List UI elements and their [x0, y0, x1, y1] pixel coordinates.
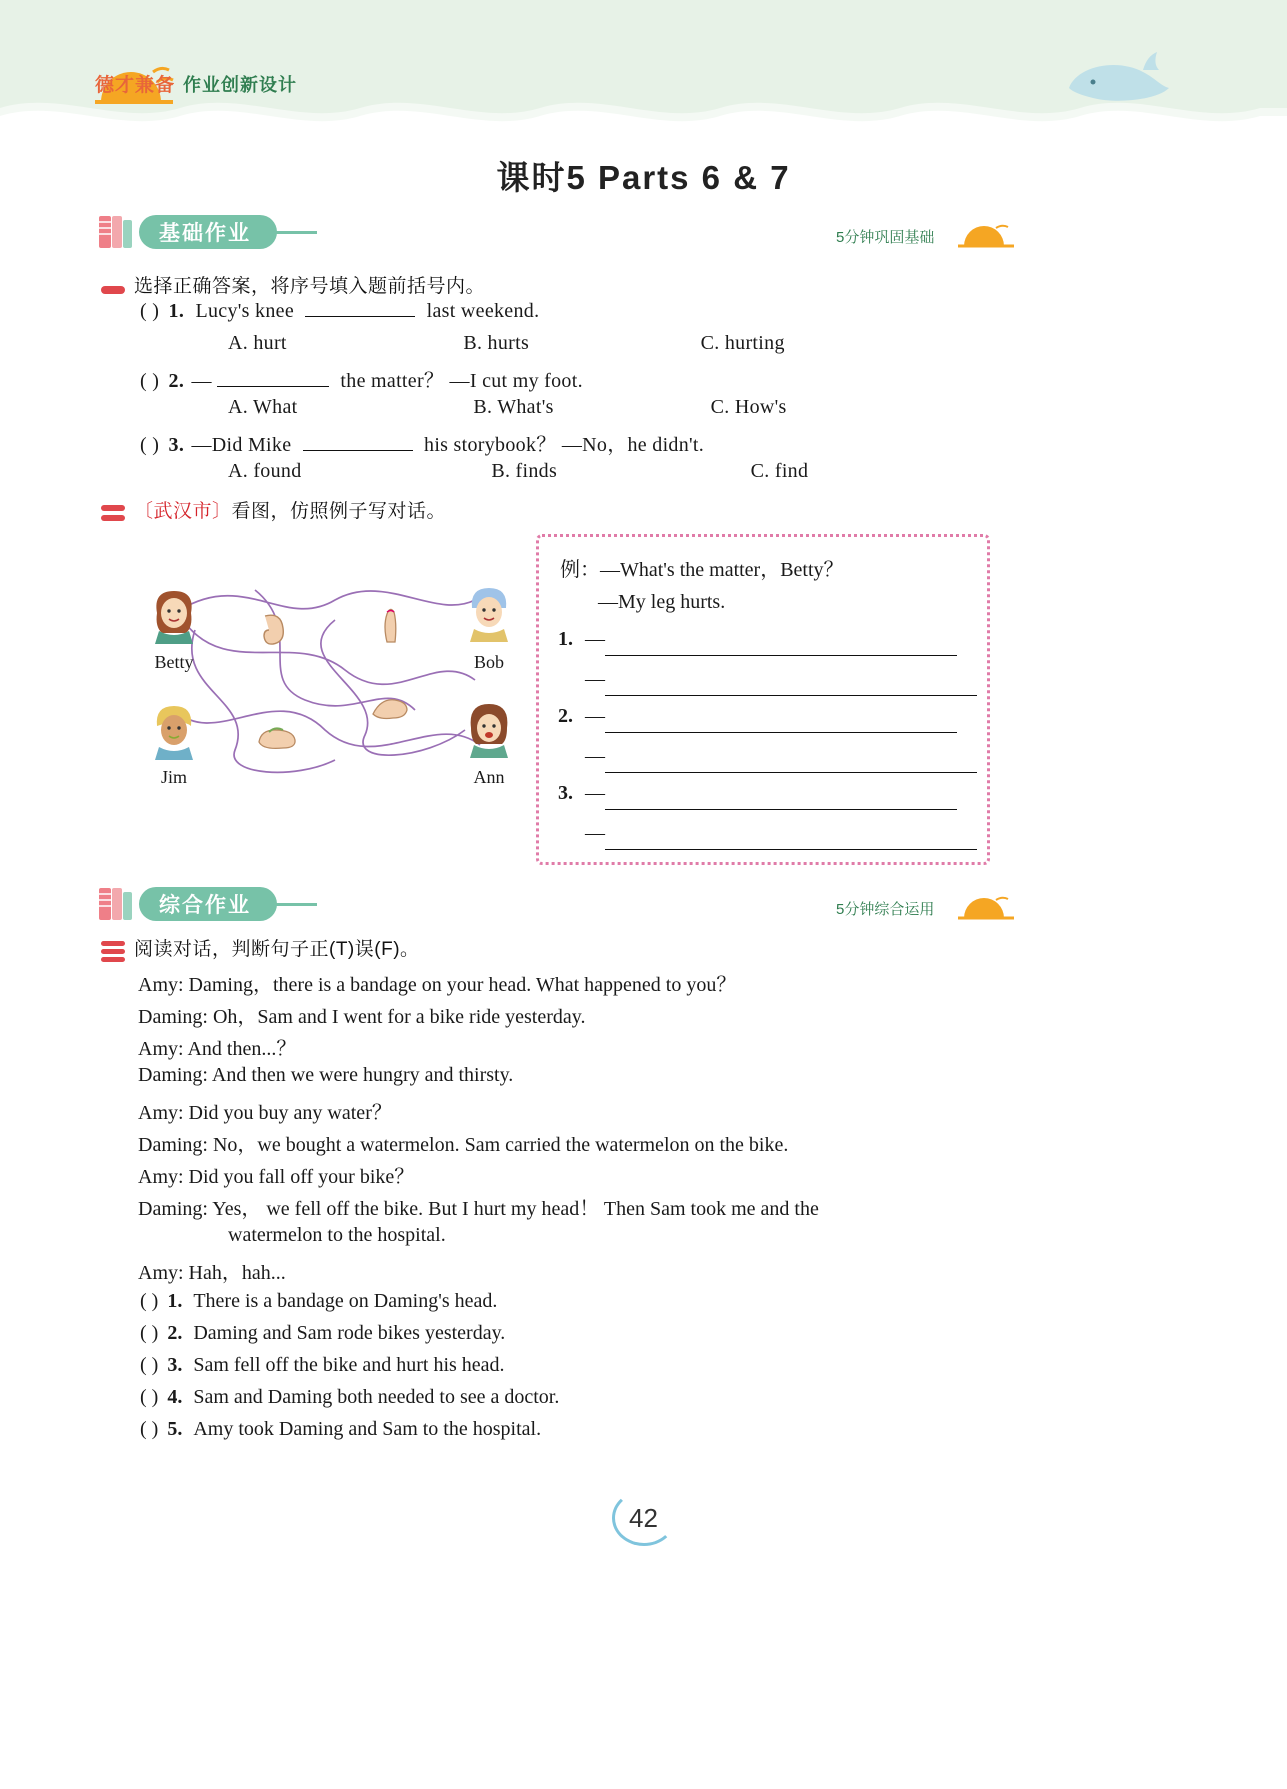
option-b[interactable]: B. hurts	[463, 332, 530, 354]
finger-icon	[375, 602, 405, 644]
dialogue-line-8: Daming: Yes， we fell off the bike. But I hurt my head！ Then Sam took me and the	[138, 1198, 819, 1220]
dialogue-line-1: Amy: Daming，there is a bandage on your head. What happened to you？	[138, 974, 737, 996]
answer-bracket[interactable]: ( )	[140, 1386, 159, 1408]
exercise-number-1-icon	[100, 277, 126, 303]
dialogue-line-10: Amy: Hah，hah...	[138, 1262, 286, 1284]
arm-icon	[367, 690, 411, 724]
answer-bracket[interactable]: ( )	[140, 1418, 159, 1440]
item-stem-post: the matter？ —I cut my foot.	[340, 370, 583, 392]
sunrise-icon-small-1	[958, 222, 1014, 252]
brand-subtitle: 作业创新设计	[183, 74, 298, 95]
tf-question-5[interactable]	[140, 1418, 541, 1441]
dialogue-line-9: watermelon to the hospital.	[228, 1224, 446, 1246]
person-jim-icon	[145, 700, 203, 760]
dialogue-line-3: Amy: And then...？	[138, 1038, 297, 1060]
answer-bracket[interactable]: ( )	[140, 1354, 159, 1376]
fill-blank[interactable]	[303, 450, 413, 451]
tf-question-3[interactable]	[140, 1354, 505, 1377]
answer-number-2: 2.	[558, 705, 573, 727]
write-line[interactable]	[605, 808, 957, 810]
option-a[interactable]: A. What	[228, 396, 298, 418]
person-ann-icon	[460, 698, 518, 758]
person-bob-icon	[460, 582, 518, 642]
book-icon	[95, 212, 137, 252]
item-number: 4.	[167, 1386, 183, 1408]
write-line[interactable]	[605, 771, 977, 773]
exercise-1-item-1[interactable]	[140, 300, 539, 323]
example-answer-box	[536, 534, 990, 865]
answer-dash-2b: —	[585, 745, 605, 767]
option-c[interactable]: C. How's	[710, 396, 787, 418]
option-b[interactable]: B. What's	[473, 396, 554, 418]
answer-dash-3a: —	[585, 782, 605, 804]
exercise-1-item-3[interactable]	[140, 428, 704, 457]
fill-blank[interactable]	[217, 386, 329, 387]
item-text: There is a bandage on Daming's head.	[193, 1290, 498, 1312]
exercise-1-item-3-options	[228, 460, 1128, 483]
item-stem-pre: —Did Mike	[191, 434, 292, 456]
option-b[interactable]: B. finds	[491, 460, 558, 482]
ear-icon	[255, 612, 291, 646]
answer-bracket[interactable]: ( )	[140, 1290, 159, 1312]
item-stem-pre: —	[191, 370, 212, 392]
answer-dash-2a: —	[585, 705, 605, 727]
dialogue-line-7: Amy: Did you fall off your bike？	[138, 1166, 415, 1188]
item-number: 5.	[167, 1418, 183, 1440]
brand	[95, 70, 297, 97]
dialogue-line-6: Daming: No，we bought a watermelon. Sam carried the watermelon on the bike.	[138, 1134, 789, 1156]
example-line-2: —My leg hurts.	[598, 591, 726, 613]
option-c[interactable]: C. hurting	[700, 332, 785, 354]
item-stem-post: his storybook？ —No，he didn't.	[424, 434, 705, 456]
item-text: Amy took Daming and Sam to the hospital.	[193, 1418, 542, 1440]
example-label	[560, 553, 844, 582]
person-label-bob: Bob	[473, 652, 504, 672]
person-label-ann: Ann	[473, 767, 505, 787]
book-icon	[95, 884, 137, 924]
exercise-number-2-icon	[100, 500, 126, 526]
answer-dash-1b: —	[585, 668, 605, 690]
exercise-number-3-icon	[100, 938, 126, 964]
banner-tail	[275, 903, 317, 906]
item-number: 3.	[168, 434, 185, 456]
item-stem-post: last weekend.	[426, 300, 540, 322]
exercise-1-item-2-options	[228, 396, 1128, 419]
exercise-1-prompt: 选择正确答案，将序号填入题前括号内。	[134, 276, 486, 297]
dialogue-line-4: Daming: And then we were hungry and thirsty.	[138, 1064, 514, 1086]
option-a[interactable]: A. hurt	[228, 332, 287, 354]
exercise-1-item-2[interactable]	[140, 364, 583, 393]
option-c[interactable]: C. find	[750, 460, 809, 482]
section-note-comprehensive: 5分钟综合运用	[836, 901, 935, 918]
section-banner-comprehensive	[95, 884, 317, 924]
section-banner-basic	[95, 212, 317, 252]
section-label-basic: 基础作业	[139, 215, 277, 249]
sunrise-icon-small-2	[958, 894, 1014, 924]
page-title: 课时5 Parts 6 & 7	[496, 159, 791, 196]
tf-question-4[interactable]	[140, 1386, 559, 1409]
section-note-basic: 5分钟巩固基础	[836, 229, 935, 246]
item-text: Sam fell off the bike and hurt his head.	[193, 1354, 505, 1376]
write-line[interactable]	[605, 848, 977, 850]
item-number: 3.	[167, 1354, 183, 1376]
answer-dash-3b: —	[585, 822, 605, 844]
person-label-betty: Betty	[154, 652, 194, 672]
person-label-jim: Jim	[160, 767, 187, 787]
exercise-1-item-1-options	[228, 332, 1128, 355]
exercise-2-prompt-text: 看图，仿照例子写对话。	[231, 501, 447, 522]
tf-question-1[interactable]	[140, 1290, 497, 1313]
tf-question-2[interactable]	[140, 1322, 505, 1345]
dialogue-line-5: Amy: Did you buy any water？	[138, 1102, 392, 1124]
dialogue-line-2: Daming: Oh，Sam and I went for a bike ride yesterday.	[138, 1006, 586, 1028]
write-line[interactable]	[605, 654, 957, 656]
option-a[interactable]: A. found	[228, 460, 302, 482]
example-line-1: —What's the matter，Betty？	[600, 559, 844, 581]
brand-name-cn: 德才兼备	[95, 75, 176, 96]
item-text: Daming and Sam rode bikes yesterday.	[193, 1322, 506, 1344]
city-tag: 〔武汉市〕	[134, 501, 232, 522]
page-number-container	[0, 1490, 1287, 1546]
page-number: 42	[612, 1490, 676, 1546]
banner-tail	[275, 231, 317, 234]
answer-dash-1a: —	[585, 628, 605, 650]
item-text: Sam and Daming both needed to see a doctor.	[193, 1386, 560, 1408]
exercise-2-prompt	[134, 496, 446, 523]
write-line[interactable]	[605, 694, 977, 696]
matching-picture	[135, 560, 525, 810]
foot-icon	[255, 720, 299, 752]
write-line[interactable]	[605, 731, 957, 733]
item-number: 2.	[168, 370, 185, 392]
fill-blank[interactable]	[305, 316, 415, 317]
answer-bracket[interactable]: ( )	[140, 370, 160, 392]
answer-number-3: 3.	[558, 782, 573, 804]
example-label-text: 例：	[560, 559, 600, 581]
item-number: 1.	[167, 1290, 183, 1312]
item-number: 2.	[167, 1322, 183, 1344]
exercise-3-prompt: 阅读对话，判断句子正(T)误(F)。	[134, 939, 420, 960]
whale-icon	[1057, 48, 1177, 108]
person-betty-icon	[145, 585, 203, 645]
item-stem-pre: Lucy's knee	[195, 300, 295, 322]
item-number: 1.	[168, 300, 185, 322]
answer-number-1: 1.	[558, 628, 573, 650]
answer-bracket[interactable]: ( )	[140, 434, 160, 456]
section-label-comprehensive: 综合作业	[139, 887, 277, 921]
answer-bracket[interactable]: ( )	[140, 300, 160, 322]
answer-bracket[interactable]: ( )	[140, 1322, 159, 1344]
